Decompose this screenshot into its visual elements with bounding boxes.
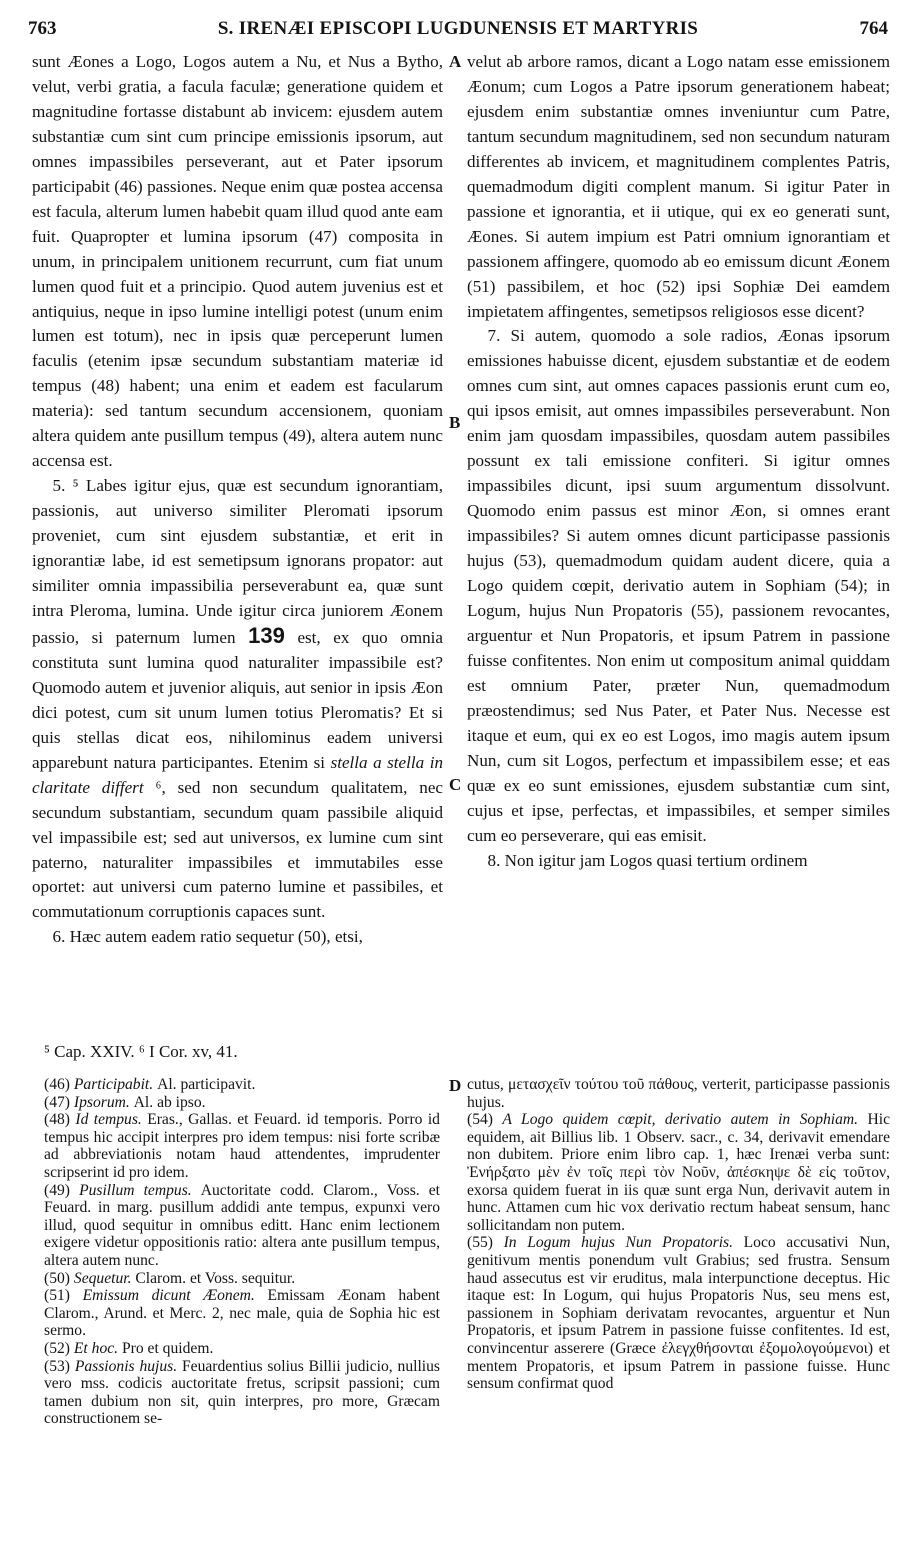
footnote xyxy=(467,1111,890,1234)
footnote xyxy=(44,1111,440,1181)
footnote-body: Eras., Gallas. et Feuard. id temporis. Porro id tempus hic accipit interpres pro idem tempus: nisi forte scribæ ad abbreviationis notam haud attendentes, imprudenter scripserint id pro idem. xyxy=(44,1111,440,1181)
margin-letter-b: B xyxy=(449,413,461,432)
footnote-body: Pro et quidem. xyxy=(121,1339,214,1357)
footnote-body: Hic equidem, ait Billius lib. 1 Observ. sacr., c. 34, derivavit emendare non dubitem. Priore enim libro cap. 1, hæc Irenæi verba sunt: Ἐνήρξατο μὲν ἐν τοῖς περὶ τὸν Νοῦν, ἀπέσκηψε δὲ εἰς τοῦτον, exorsa quidem fuerat in iis quæ sunt erga Nun, derivavit autem in hunc. Attamen cum hic vox derivatio rectum habeat sensum, hanc sollicitandam non putem. xyxy=(467,1111,890,1234)
footnote-lemma: In Logum hujus Nun Propatoris. xyxy=(503,1234,744,1252)
left-paragraph-2-start: 5. ⁵ Labes igitur ejus, quæ est secundum ignorantiam, passionis, aut universo similiter Pleromati ipsorum proveniet, cum sint ejusdem substantiæ, et erit in ignorantiæ labe, id est semetipsum ignorans propator: aut similiter omnia impassibilia perseverabunt ea, quæ sunt intra Pleroma, lumina. Unde igitur circa juniorem Æonem passio, si paternum lumen xyxy=(32,476,443,647)
footnote-body: Loco accusativi Nun, genitivum mentis ponendum vult Grabius; sed frustra. Sensum haud assecutus est vir eruditus, mala interpunctione deceptus. Hic itaque est: In Logum, qui hujus Propatoris Nus, seu mens est, passionem in Sophiam derivatam revocantes, arguentur et Nun Propatoris, et ipsum Patrem in passione fuisse confitentes. Id est, convincentur asserere (Græce ἐλεγχθήσονται ἐξομολογούμενοι) et mentem Propatoris, et ipsum Patrem in passione fuisse. Hunc sensum confirmat quod xyxy=(467,1234,890,1393)
footnote-number: (52) xyxy=(44,1339,74,1357)
footnote-number: (49) xyxy=(44,1181,80,1199)
footnote-body: Al. ab ipso. xyxy=(133,1093,206,1111)
footnote xyxy=(44,1076,440,1094)
left-paragraph-3: 6. Hæc autem eadem ratio sequetur (50), etsi, xyxy=(52,927,363,947)
footnote-number: (53) xyxy=(44,1357,75,1375)
footnote-body: Feuardentius solius Billii judicio, nullius vero mss. codicis auctoritate fretus, scripsit passioni; cum tamen dubium non sit, quin interpres, pro more, Græcam constructionem se- xyxy=(44,1357,440,1428)
running-title: S. IRENÆI EPISCOPI LUGDUNENSIS ET MARTYRIS xyxy=(217,18,699,39)
right-paragraph-2: 7. Si autem, quomodo a sole radios, Æonas ipsorum emissiones habuisse dicent, ejusdem substantiæ et de eodem omnes cum sint, aut omnes capaces passionis erunt cum eo, qui ipsos emisit, aut omnes impassibiles perseverabunt. Non enim jam quosdam impassibiles, quosdam autem passibiles possunt ex tali emissione confiteri. Si igitur omnes impassibiles dicunt, ipsi suum argumentum dissolvunt. Quomodo enim passus est minor Æon, si omnes erant impassibiles? Si autem omnes dicunt participasse passionis hujus (53), quemadmodum quidam audent dicere, quia a Logo quidem cœpit, derivatio autem in Sophiam (54); in Logum, hujus Nun Propatoris (55), passionem revocantes, arguentur et Nun Propatoris, et ipsum Patrem in passione fuisse confitentes. Non enim ut compositum animal quiddam est omnium Pater, præter Nun, quemadmodum præostendimus; sed Nus Pater, et Pater Nus. Necesse est itaque et eum, qui ex eo est Logos, imo magis autem ipsum Nun, cum sit Logos, perfectum et impassibilem esse; et eas quæ ex eo sunt emissiones, ejusdem substantiæ cum sint, cujus et ipse, perfectas, et impassibiles, et semper similes cum eo perseverare, qui eas emisit. xyxy=(467,326,890,845)
footnote-number: (46) xyxy=(44,1076,74,1093)
footnote xyxy=(44,1340,440,1358)
footnote-body: Auctoritate codd. Clarom., Voss. et Feuard. in marg. pusillum addidi ante tempus, expunxi vero illud, quod sequitur in omnibus editt. Hanc enim lectionem exigere videtur oppositionis ratio: altera ante pusillum tempus, altera autem nunc. xyxy=(44,1181,440,1269)
footnote-lemma: Passionis hujus. xyxy=(74,1357,182,1375)
margin-letter-d: D xyxy=(449,1076,462,1095)
footnote-lemma: Et hoc. xyxy=(73,1339,122,1357)
margin-letter-c: C xyxy=(449,775,462,794)
section-number: 139 xyxy=(248,622,285,648)
footnote-number: (47) xyxy=(44,1093,74,1111)
scripture-references: ⁵ Cap. XXIV. ⁶ I Cor. xv, 41. xyxy=(44,1042,238,1061)
footnote xyxy=(44,1182,440,1270)
footnote-lemma: Emissum dicunt Æonem. xyxy=(82,1287,268,1305)
footnote xyxy=(44,1358,440,1428)
footnote-number: (54) xyxy=(467,1111,503,1129)
left-paragraph-2-end: ⁶, sed non secundum qualitatem, nec secundum substantiam, secundum quam passibile aliquid vel impassibile est; sed aut universos, ex lumine cum sint paterno, naturaliter impassibiles et immutabiles esse oportet: aut universi cum paterno lumine et passibiles, et commutationum corruptionis capaces sunt. xyxy=(32,777,443,922)
footnote-lemma: Id tempus. xyxy=(75,1111,148,1129)
left-column xyxy=(32,50,443,950)
footnotes-left xyxy=(44,1076,440,1428)
left-paragraph-2 xyxy=(32,474,443,925)
footnote-lemma: Ipsorum. xyxy=(73,1093,134,1111)
footnotes-right xyxy=(467,1076,890,1393)
footnote-number: (55) xyxy=(467,1234,504,1252)
right-column xyxy=(467,50,890,873)
footnote-body: Al. participavit. xyxy=(157,1076,256,1093)
footnote-body: cutus, μετασχεῖν τούτου τοῦ πάθους, verterit, participasse passionis hujus. xyxy=(467,1076,890,1111)
footnote xyxy=(467,1076,890,1111)
footnote-lemma: Sequetur. xyxy=(73,1269,136,1287)
footnote-number: (48) xyxy=(44,1111,76,1129)
left-paragraph-1: sunt Æones a Logo, Logos autem a Nu, et Nus a Bytho, velut, verbi gratia, a facula faculæ; generatione quidem et magnitudine fortasse distabunt ab invicem: ejusdem autem substantiæ cum sint cum principe emissionis ipsorum, aut omnes impassibiles perseverant, aut et Pater ipsorum participabit (46) passiones. Neque enim quæ postea accensa est facula, alterum lumen habebit quam illud quod ante eam fuit. Quapropter et lumina ipsorum (47) composita in unum, in principalem unitionem recurrunt, cum fiat unum lumen quod fuit et a principio. Quod autem juvenius est et antiquius, neque in ipso lumine intelligi potest (unum enim lumen est totum), nec in ipsis quæ perceperunt lumen faculis (etenim ipsæ secundum substantiam materiæ id tempus (48) habent; una enim et eadem est facularum materia): sed tantum secundum accensionem, quoniam altera quidem ante pusillum tempus (49), altera autem nunc accensa est. xyxy=(32,52,443,471)
footnote xyxy=(44,1270,440,1288)
margin-letter-a: A xyxy=(449,52,462,71)
scripture-quote: stella a stella in claritate differt xyxy=(32,752,443,797)
left-paragraph-2-mid: est, ex quo omnia constituta sunt lumina quod naturaliter impassibile est? Quomodo autem et juvenior aliquis, aut senior in ipsis Æon dici potest, cum sit unum lumen totius Pleromatis? Et si quis stellas dicat eos, nihilominus eadem universi apparebunt natura participantes. Etenim si xyxy=(32,627,443,772)
footnote-lemma: A Logo quidem cœpit, derivatio autem in Sophiam. xyxy=(502,1111,868,1129)
running-header xyxy=(28,18,888,48)
footnote xyxy=(44,1287,440,1340)
right-paragraph-1: velut ab arbore ramos, dicant a Logo natam esse emissionem Æonum; cum Logos a Patre ipsorum generationem habeat; ejusdem enim substantiæ omnes inveniuntur cum Patre, tantum secundum magnitudinem, sed non secundum naturam differentes ab invicem, et magnitudinem complentes Patris, quemadmodum digiti complent manum. Si igitur Pater in passione et ignorantia, et ii utique, qui ex eo generati sunt, Æones. Si autem impium est Patri omnium ignorantiam et passionem affingere, quomodo ab eo emissum dicunt Æonem (51) passibilem, et hoc (52) ipsi Sophiæ Dei eamdem impietatem affingentes, semetipsos religiosos esse dicent? xyxy=(467,52,890,321)
footnote xyxy=(467,1234,890,1392)
footnote-body: Emissam Æonam habent Clarom., Arund. et Merc. 2, nec male, quia de Sophia hic est sermo. xyxy=(44,1287,440,1340)
right-paragraph-3: 8. Non igitur jam Logos quasi tertium ordinem xyxy=(487,850,808,870)
footnote xyxy=(44,1094,440,1112)
page-number-left: 763 xyxy=(28,18,57,39)
footnote-lemma: Participabit. xyxy=(73,1076,158,1093)
footnote-lemma: Pusillum tempus. xyxy=(79,1181,201,1199)
footnote-number: (50) xyxy=(44,1269,74,1287)
footnote-body: Clarom. et Voss. sequitur. xyxy=(135,1269,296,1287)
footnote-number: (51) xyxy=(44,1287,83,1305)
page-number-right: 764 xyxy=(859,18,888,39)
